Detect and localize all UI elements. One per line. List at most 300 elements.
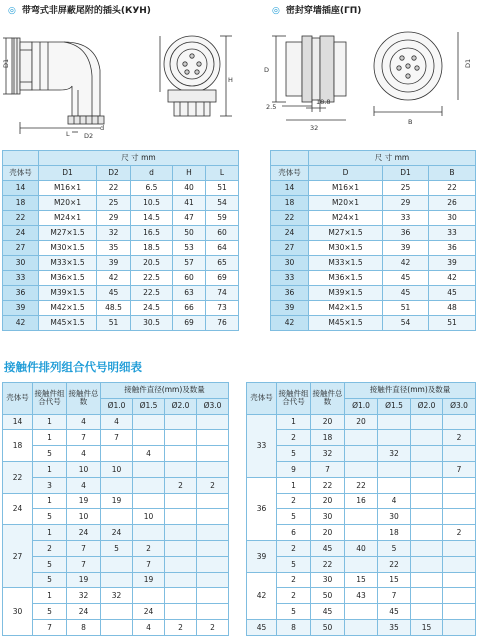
table-cell (443, 477, 476, 493)
table-cell: 22.5 (131, 271, 173, 286)
table-cell: 8 (67, 619, 101, 635)
table-cell: 10 (133, 509, 165, 525)
table-cell (101, 619, 133, 635)
column-header: D1 (383, 166, 429, 181)
table-cell: 29 (97, 211, 131, 226)
table-cell: 2 (133, 540, 165, 556)
table-cell: 6 (277, 525, 311, 541)
table-cell: 2 (33, 540, 67, 556)
shell-number: 24 (3, 226, 39, 241)
table-cell: M33×1.5 (39, 256, 97, 271)
shell-number: 22 (3, 211, 39, 226)
shell-number: 30 (3, 588, 33, 635)
table-cell: 5 (277, 509, 311, 525)
bullet-icon: ◎ (8, 6, 16, 16)
table-row (3, 211, 239, 226)
table-cell (133, 493, 165, 509)
table-cell (101, 604, 133, 620)
table-cell (197, 414, 229, 430)
table-cell (165, 556, 197, 572)
table-cell: 7 (133, 556, 165, 572)
shell-number: 30 (3, 256, 39, 271)
total-header: 接触件总数 (67, 383, 101, 415)
shell-number: 24 (3, 493, 33, 525)
table-cell: 5 (33, 604, 67, 620)
combo-row (247, 556, 476, 572)
table-cell: 15 (411, 619, 443, 635)
table-cell (378, 461, 411, 477)
table-cell: M39×1.5 (39, 286, 97, 301)
table-cell (101, 477, 133, 493)
combo-table-right (246, 382, 476, 636)
table-cell (411, 493, 443, 509)
table-cell: 66 (173, 301, 206, 316)
table-cell: M24×1 (39, 211, 97, 226)
table-cell: 30 (311, 572, 345, 588)
table-cell (443, 556, 476, 572)
diameter-subheader: Ø1.5 (133, 398, 165, 414)
table-cell (443, 604, 476, 620)
table-cell: 48.5 (97, 301, 131, 316)
diameter-subheader: Ø3.0 (443, 398, 476, 414)
table-caption-row (3, 151, 239, 166)
table-cell: 29 (383, 196, 429, 211)
table-cell: 1 (277, 414, 311, 430)
table-cell: 45 (429, 286, 476, 301)
table-cell: 57 (173, 256, 206, 271)
combo-row (3, 414, 229, 430)
table-cell: 10 (101, 461, 133, 477)
table-cell: 63 (173, 286, 206, 301)
table-cell: M45×1.5 (309, 316, 383, 331)
table-cell: 47 (173, 211, 206, 226)
table-cell (443, 588, 476, 604)
table-cell: M27×1.5 (309, 226, 383, 241)
table-row (271, 241, 476, 256)
table-cell: M20×1 (309, 196, 383, 211)
shell-number: 42 (271, 316, 309, 331)
table-cell: 45 (378, 604, 411, 620)
table-cell (133, 588, 165, 604)
table-cell: 51 (206, 181, 239, 196)
diameter-header: 接触件直径(mm)及数量 (345, 383, 476, 399)
table-cell (345, 556, 378, 572)
table-cell: 45 (97, 286, 131, 301)
table-cell (411, 572, 443, 588)
table-cell: M42×1.5 (309, 301, 383, 316)
combo-row (3, 446, 229, 462)
table-cell: 30.5 (131, 316, 173, 331)
shell-number: 18 (271, 196, 309, 211)
table-cell: 2 (277, 430, 311, 446)
shell-number: 14 (3, 181, 39, 196)
table-cell: 40 (345, 540, 378, 556)
table-cell: 4 (133, 619, 165, 635)
table-cell: 24 (101, 525, 133, 541)
shell-number: 33 (271, 271, 309, 286)
table-cell: 7 (378, 588, 411, 604)
table-cell: 64 (206, 241, 239, 256)
combo-row (247, 414, 476, 430)
combo-row (247, 509, 476, 525)
table-cell (197, 588, 229, 604)
table-cell: 24 (133, 604, 165, 620)
table-cell (345, 461, 378, 477)
table-cell: 18.5 (131, 241, 173, 256)
table-cell: 4 (378, 493, 411, 509)
shell-number: 27 (3, 241, 39, 256)
column-header: 壳体号 (271, 166, 309, 181)
table-cell: 35 (97, 241, 131, 256)
table-row (3, 316, 239, 331)
table-cell (133, 430, 165, 446)
table-cell: 32 (67, 588, 101, 604)
table-row (3, 196, 239, 211)
combo-row (3, 619, 229, 635)
table-cell: 5 (277, 604, 311, 620)
dim-32-label: 32 (310, 124, 319, 132)
table-cell: 6.5 (131, 181, 173, 196)
table-row (271, 271, 476, 286)
diameter-header: 接触件直径(mm)及数量 (101, 383, 229, 399)
dim-l-label: L (66, 130, 70, 138)
table-cell: 45 (383, 271, 429, 286)
column-header: H (173, 166, 206, 181)
table-cell: 30 (429, 211, 476, 226)
table-cell: M27×1.5 (39, 226, 97, 241)
table-cell: 10 (67, 461, 101, 477)
table-cell: 54 (383, 316, 429, 331)
table-cell: M16×1 (39, 181, 97, 196)
table-cell (197, 509, 229, 525)
code-header: 接触件组合代号 (33, 383, 67, 415)
table-cell (411, 477, 443, 493)
table-row (271, 196, 476, 211)
table-cell: 45 (311, 540, 345, 556)
dim-d1-label: D1 (464, 58, 472, 68)
column-header: d (131, 166, 173, 181)
table-cell (165, 461, 197, 477)
table-cell: 5 (277, 556, 311, 572)
shell-number: 30 (271, 256, 309, 271)
total-header: 接触件总数 (311, 383, 345, 415)
table-cell (378, 414, 411, 430)
table-cell: 4 (101, 414, 133, 430)
shell-number: 24 (271, 226, 309, 241)
table-header-row (271, 166, 476, 181)
table-cell (411, 461, 443, 477)
shell-number: 27 (3, 525, 33, 588)
table-cell (101, 509, 133, 525)
code-header: 接触件组合代号 (277, 383, 311, 415)
table-cell: M39×1.5 (309, 286, 383, 301)
combo-row (3, 493, 229, 509)
header-cell (271, 151, 309, 166)
table-cell: 2 (165, 477, 197, 493)
table-cell (411, 556, 443, 572)
combo-row (247, 525, 476, 541)
dim-d-label: D (264, 66, 270, 74)
table-cell: 25 (383, 181, 429, 196)
table-cell (345, 430, 378, 446)
bullet-icon: ◎ (272, 6, 280, 16)
table-cell: M16×1 (309, 181, 383, 196)
table-cell (165, 588, 197, 604)
combo-row (247, 604, 476, 620)
table-cell: 15 (345, 572, 378, 588)
table-cell: 42 (383, 256, 429, 271)
table-cell: 65 (206, 256, 239, 271)
shell-number: 39 (3, 301, 39, 316)
table-cell: 40 (173, 181, 206, 196)
table-cell (165, 604, 197, 620)
table-caption: 尺 寸 mm (309, 151, 476, 166)
table-cell: 20.5 (131, 256, 173, 271)
table-cell (411, 588, 443, 604)
table-cell: 4 (67, 477, 101, 493)
table-cell (443, 414, 476, 430)
diameter-subheader: Ø1.0 (345, 398, 378, 414)
table-cell: 4 (133, 446, 165, 462)
table-row (271, 211, 476, 226)
table-row (271, 181, 476, 196)
table-cell: 15 (378, 572, 411, 588)
table-cell: 7 (33, 619, 67, 635)
table-cell: 30 (311, 509, 345, 525)
table-cell: 19 (67, 572, 101, 588)
table-cell (345, 619, 378, 635)
table-cell (197, 572, 229, 588)
table-cell: 36 (383, 226, 429, 241)
table-cell: M30×1.5 (309, 241, 383, 256)
table-cell (165, 509, 197, 525)
table-cell: 7 (311, 461, 345, 477)
table-cell: 7 (67, 556, 101, 572)
bulkhead-socket-drawing (262, 16, 476, 140)
shell-number: 14 (271, 181, 309, 196)
shell-header: 壳体号 (247, 383, 277, 415)
shell-header: 壳体号 (3, 383, 33, 415)
table-cell: 22 (429, 181, 476, 196)
table-cell (411, 604, 443, 620)
combo-row (3, 461, 229, 477)
table-cell: 2 (197, 619, 229, 635)
table-row (271, 256, 476, 271)
table-cell: 2 (443, 525, 476, 541)
table-cell: 5 (378, 540, 411, 556)
table-cell: 4 (67, 446, 101, 462)
column-header: D2 (97, 166, 131, 181)
table-cell: 74 (206, 286, 239, 301)
table-cell: 51 (429, 316, 476, 331)
table-cell: 16 (345, 493, 378, 509)
table-cell (443, 446, 476, 462)
table-cell (133, 414, 165, 430)
column-header: D1 (39, 166, 97, 181)
table-cell: M36×1.5 (39, 271, 97, 286)
column-header: B (429, 166, 476, 181)
table-cell (101, 446, 133, 462)
socket-dimension-table (270, 150, 476, 331)
table-cell: M33×1.5 (309, 256, 383, 271)
table-cell (197, 556, 229, 572)
combo-row (247, 461, 476, 477)
combo-row (247, 446, 476, 462)
table-cell: 50 (311, 588, 345, 604)
table-row (271, 286, 476, 301)
table-cell: 19 (133, 572, 165, 588)
table-cell (197, 461, 229, 477)
shell-number: 39 (247, 540, 277, 572)
table-row (3, 241, 239, 256)
table-cell: 7 (443, 461, 476, 477)
left-product-title: ◎ 带弯式非屏蔽尾附的插头(КУН) (8, 6, 151, 16)
combo-row (3, 556, 229, 572)
table-cell (133, 477, 165, 493)
table-cell (345, 604, 378, 620)
table-cell: 35 (378, 619, 411, 635)
table-cell: 2 (197, 477, 229, 493)
table-cell: 36 (429, 241, 476, 256)
diameter-subheader: Ø2.0 (411, 398, 443, 414)
table-row (3, 181, 239, 196)
table-cell: 41 (173, 196, 206, 211)
table-cell (165, 540, 197, 556)
combo-row (3, 430, 229, 446)
table-cell (378, 477, 411, 493)
table-cell: 20 (311, 525, 345, 541)
table-cell: 25 (97, 196, 131, 211)
table-cell: 1 (33, 493, 67, 509)
table-row (3, 271, 239, 286)
diameter-subheader: Ø1.0 (101, 398, 133, 414)
shell-number: 22 (3, 461, 33, 493)
shell-number: 18 (3, 196, 39, 211)
table-header-row (3, 166, 239, 181)
table-cell: 2 (277, 572, 311, 588)
table-cell: M20×1 (39, 196, 97, 211)
table-cell: 1 (277, 477, 311, 493)
table-cell (165, 446, 197, 462)
table-cell: 10.5 (131, 196, 173, 211)
combo-row (247, 430, 476, 446)
combo-row (3, 572, 229, 588)
shell-number: 27 (271, 241, 309, 256)
dim-d2-label: D2 (84, 132, 94, 140)
table-cell: 32 (101, 588, 133, 604)
table-cell (411, 414, 443, 430)
header-cell (3, 151, 39, 166)
table-cell: 3 (33, 477, 67, 493)
table-cell: 43 (345, 588, 378, 604)
table-cell: 2 (277, 493, 311, 509)
table-cell: 26 (429, 196, 476, 211)
table-cell: 32 (311, 446, 345, 462)
table-row (3, 286, 239, 301)
table-cell (197, 430, 229, 446)
combo-row (247, 477, 476, 493)
table-cell (133, 525, 165, 541)
table-cell: 5 (33, 556, 67, 572)
table-cell (443, 540, 476, 556)
table-cell: 2 (165, 619, 197, 635)
table-cell: 24.5 (131, 301, 173, 316)
table-row (3, 301, 239, 316)
table-row (3, 256, 239, 271)
shell-number: 36 (3, 286, 39, 301)
table-cell: 39 (383, 241, 429, 256)
combo-row (3, 588, 229, 604)
table-cell (443, 509, 476, 525)
table-cell (133, 461, 165, 477)
table-cell: 14.5 (131, 211, 173, 226)
shell-number: 39 (271, 301, 309, 316)
shell-number: 36 (271, 286, 309, 301)
table-cell (197, 604, 229, 620)
combo-table-left (2, 382, 229, 636)
table-cell: 22 (345, 477, 378, 493)
table-cell: 5 (33, 572, 67, 588)
diameter-subheader: Ø3.0 (197, 398, 229, 414)
table-cell: 22 (378, 556, 411, 572)
shell-number: 33 (3, 271, 39, 286)
table-cell: 5 (33, 509, 67, 525)
table-cell: 42 (429, 271, 476, 286)
table-cell: 5 (33, 446, 67, 462)
table-row (3, 226, 239, 241)
table-cell: 1 (33, 414, 67, 430)
table-cell (197, 540, 229, 556)
table-cell: 5 (101, 540, 133, 556)
table-cell (101, 556, 133, 572)
combo-row (247, 572, 476, 588)
table-cell: 54 (206, 196, 239, 211)
combo-row (3, 477, 229, 493)
table-cell: 18 (311, 430, 345, 446)
table-cell (197, 493, 229, 509)
section-title: 接触件排列组合代号明细表 (4, 360, 142, 374)
table-cell: 39 (97, 256, 131, 271)
table-cell: 10 (67, 509, 101, 525)
table-cell (345, 509, 378, 525)
dim-h-label: H (228, 76, 233, 84)
dim-b-label: B (408, 118, 413, 126)
shell-number: 33 (247, 414, 277, 477)
table-cell (411, 430, 443, 446)
table-cell: 22.5 (131, 286, 173, 301)
table-cell (165, 493, 197, 509)
table-cell (165, 525, 197, 541)
combo-row (3, 604, 229, 620)
table-cell (165, 572, 197, 588)
table-cell (345, 525, 378, 541)
table-cell (443, 493, 476, 509)
combo-row (3, 540, 229, 556)
table-cell: 30 (378, 509, 411, 525)
shell-number: 36 (247, 477, 277, 540)
table-cell (443, 619, 476, 635)
table-cell (165, 414, 197, 430)
table-cell: 1 (33, 461, 67, 477)
table-cell (101, 572, 133, 588)
table-cell: 1 (33, 525, 67, 541)
diameter-subheader: Ø1.5 (378, 398, 411, 414)
table-row (271, 226, 476, 241)
table-cell: 22 (97, 181, 131, 196)
table-cell: 51 (97, 316, 131, 331)
shell-number: 18 (3, 430, 33, 462)
table-cell: 73 (206, 301, 239, 316)
